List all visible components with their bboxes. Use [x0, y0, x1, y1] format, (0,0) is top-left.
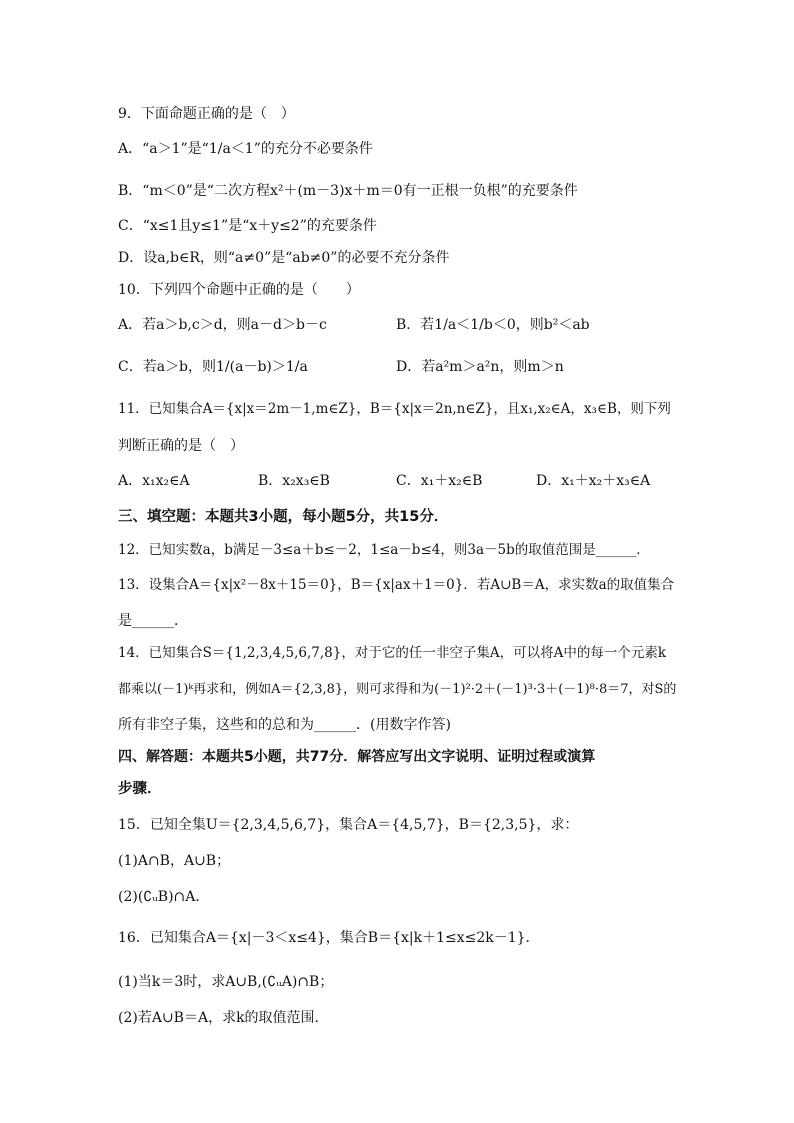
- q10-option-a: A．若a＞b,c＞d，则a－d＞b－c: [118, 317, 327, 333]
- q9-stem: 9．下面命题正确的是（ ）: [118, 106, 295, 122]
- q16-part2: (2)若A∪B＝A，求k的取值范围．: [118, 1010, 329, 1026]
- q14-line2: 都乘以(－1)ᵏ再求和，例如A＝{2,3,8}，则可求得和为(－1)²·2＋(－1)³·3＋(－1)⁸·8＝7，对S的: [118, 682, 677, 697]
- q9-option-d: D．设a,b∈R，则“a≠0”是“ab≠0”的必要不充分条件: [118, 250, 450, 266]
- q13-line2: 是______．: [118, 613, 188, 629]
- q11-option-c: C．x₁＋x₂∈B: [396, 473, 483, 489]
- section3-heading: 三、填空题：本题共3小题，每小题5分，共15分．: [118, 509, 449, 525]
- q10-stem: 10．下列四个命题中正确的是（ ）: [118, 282, 360, 298]
- q10-option-d: D．若a²m＞a²n，则m＞n: [396, 359, 564, 375]
- q11-option-d: D．x₁＋x₂＋x₃∈A: [536, 473, 651, 489]
- q15-part2: (2)(∁ᵤB)∩A．: [118, 889, 210, 905]
- q15-stem: 15．已知全集U＝{2,3,4,5,6,7}，集合A＝{4,5,7}，B＝{2,3,5}，求：: [118, 817, 579, 833]
- q11-option-b: B．x₂x₃∈B: [258, 473, 330, 489]
- q11-stem-line2: 判断正确的是（ ）: [118, 438, 244, 454]
- q15-part1: (1)A∩B，A∪B；: [118, 853, 231, 869]
- q12-text: 12．已知实数a，b满足－3≤a＋b≤－2，1≤a－b≤4，则3a－5b的取值范围是______．: [118, 542, 650, 558]
- q14-line1: 14．已知集合S＝{1,2,3,4,5,6,7,8}，对于它的任一非空子集A，可以将A中的每一个元素k: [118, 645, 667, 661]
- q9-option-c: C．“x≤1且y≤1”是“x＋y≤2”的充要条件: [118, 218, 377, 234]
- section4-heading-line2: 步骤．: [118, 781, 162, 797]
- q16-part1: (1)当k＝3时，求A∪B,(∁ᵤA)∩B；: [118, 974, 334, 990]
- q11-stem-line1: 11．已知集合A＝{x|x＝2m－1,m∈Z}，B＝{x|x＝2n,n∈Z}，且x₁,x₂∈A，x₃∈B，则下列: [118, 401, 671, 417]
- q13-line1: 13．设集合A＝{x|x²－8x＋15＝0}，B＝{x|ax＋1＝0}．若A∪B＝A，求实数a的取值集合: [118, 577, 675, 593]
- section4-heading-line1: 四、解答题：本题共5小题，共77分．解答应写出文字说明、证明过程或演算: [118, 749, 596, 765]
- q11-option-a: A．x₁x₂∈A: [118, 473, 190, 489]
- q10-option-c: C．若a＞b，则1/(a－b)＞1/a: [118, 359, 308, 375]
- q16-stem: 16．已知集合A＝{x|－3＜x≤4}，集合B＝{x|k＋1≤x≤2k－1}．: [118, 930, 540, 946]
- q9-option-b: B．“m＜0”是“二次方程x²＋(m－3)x＋m＝0有一正根一负根”的充要条件: [118, 183, 578, 199]
- q9-option-a: A．“a＞1”是“1/a＜1”的充分不必要条件: [118, 141, 373, 157]
- q14-line3: 所有非空子集，这些和的总和为______．(用数字作答): [118, 717, 451, 733]
- q10-option-b: B．若1/a＜1/b＜0，则b²＜ab: [396, 317, 590, 333]
